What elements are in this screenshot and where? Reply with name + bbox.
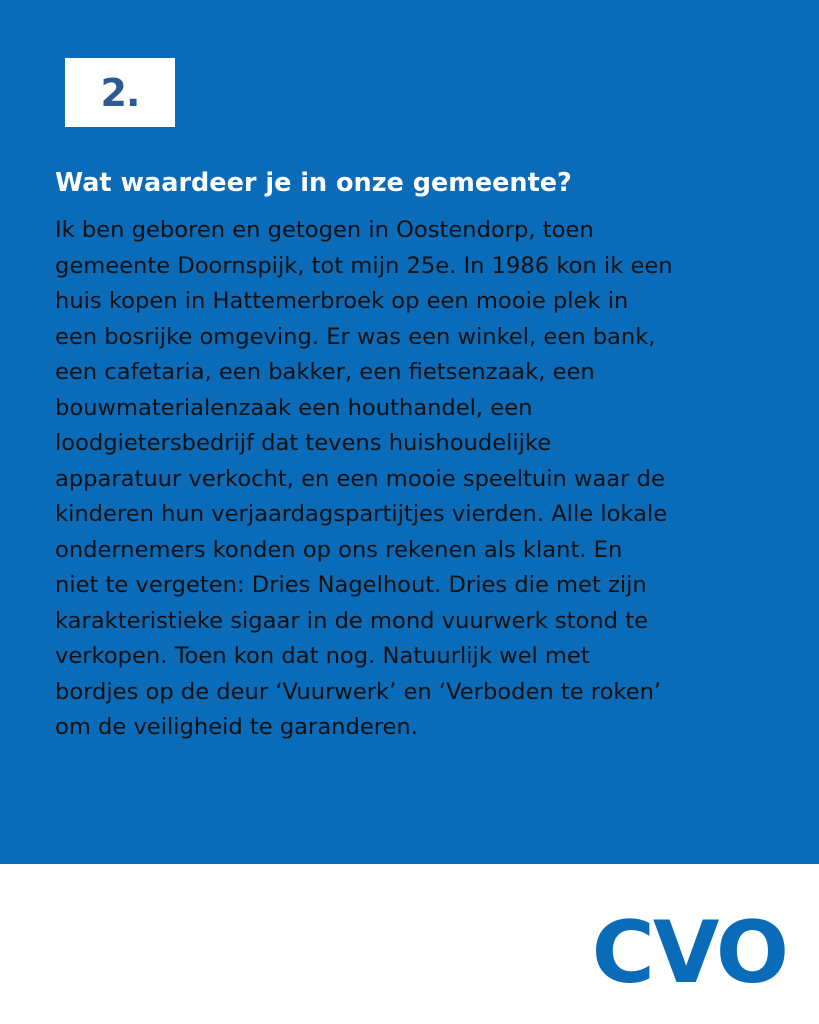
answer-line: loodgietersbedrijf dat tevens huishoudelijke: [55, 430, 552, 456]
answer-line: een bosrijke omgeving. Er was een winkel, een bank,: [55, 323, 656, 350]
answer-line: verkopen. Toen kon dat nog. Natuurlijk wel met: [55, 643, 590, 669]
question-heading: Wat waardeer je in onze gemeente?: [55, 168, 572, 198]
cvo-logo: CVO: [591, 903, 787, 1003]
answer-line: ondernemers konden op ons rekenen als klant. En: [55, 536, 623, 563]
number-label: 2.: [100, 70, 140, 115]
answer-line: karakteristieke sigaar in de mond vuurwerk stond te: [55, 607, 648, 634]
answer-line: een cafetaria, een bakker, een fietsenzaak, een: [55, 359, 595, 385]
answer-line: gemeente Doornspijk, tot mijn 25e. In 1986 kon ik een: [55, 252, 673, 279]
answer-line: kinderen hun verjaardagspartijtjes vierden. Alle lokale: [55, 501, 668, 527]
answer-line: Ik ben geboren en getogen in Oostendorp, toen: [55, 217, 594, 243]
answer-line: niet te vergeten: Dries Nagelhout. Dries die met zijn: [55, 572, 647, 598]
answer-line: apparatuur verkocht, en een mooie speeltuin waar de: [55, 465, 665, 492]
answer-line: om de veiligheid te garanderen.: [55, 714, 418, 740]
answer-line: bouwmaterialenzaak een houthandel, een: [55, 394, 533, 421]
answer-text: [55, 213, 790, 746]
answer-line: bordjes op de deur ‘Vuurwerk’ en ‘Verboden te roken’: [55, 678, 662, 705]
number-badge: [65, 58, 175, 127]
answer-line: huis kopen in Hattemerbroek op een mooie plek in: [55, 288, 629, 314]
